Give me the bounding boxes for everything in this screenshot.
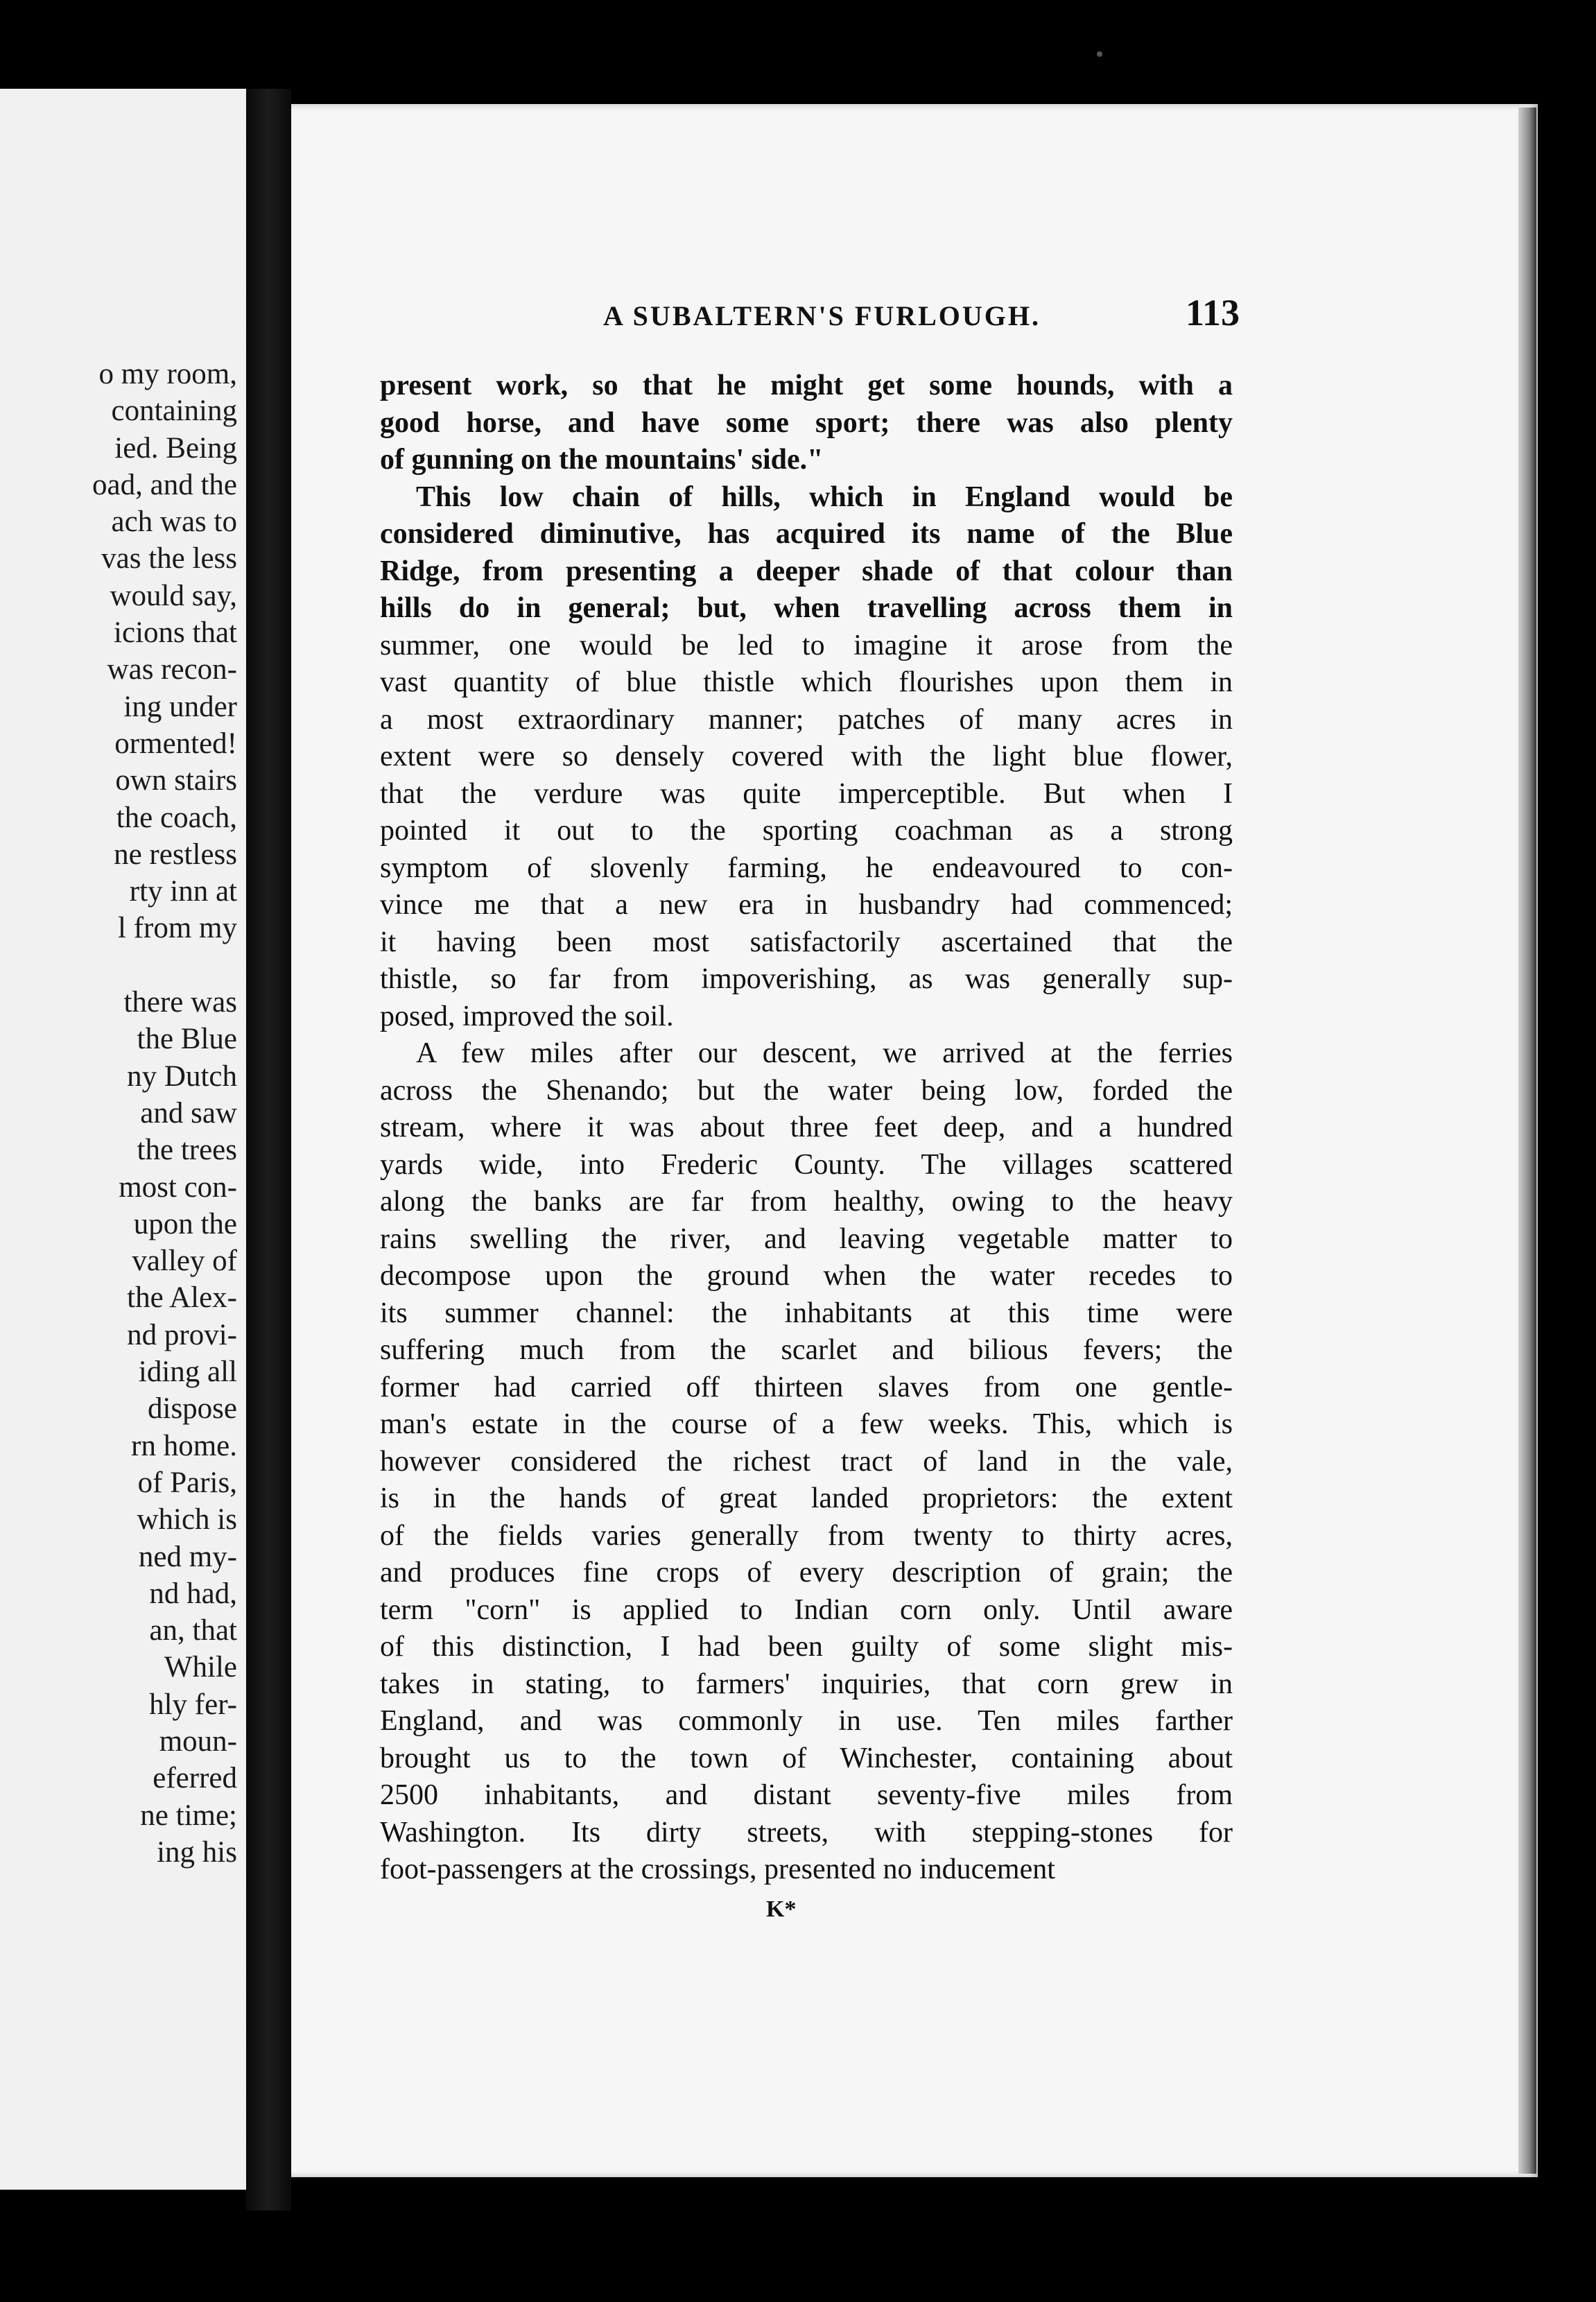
- page-edge: [1518, 107, 1536, 2174]
- text-line: thistle, so far from impoverishing, as was generally sup-: [380, 963, 1233, 995]
- left-page-line: While: [164, 1651, 237, 1684]
- text-line: England, and was commonly in use. Ten miles farther: [380, 1705, 1233, 1737]
- left-page-line: iding all: [138, 1356, 237, 1389]
- text-line: brought us to the town of Winchester, containing about: [380, 1742, 1233, 1774]
- text-line: present work, so that he might get some hounds, with a: [380, 370, 1233, 401]
- dust-speck: [1097, 51, 1102, 57]
- left-page-line: which is: [137, 1503, 237, 1537]
- book-gutter: [246, 89, 291, 2210]
- left-page: [0, 89, 249, 2190]
- text-line: term "corn" is applied to Indian corn only. Until aware: [380, 1593, 1233, 1626]
- left-page-line: and saw: [140, 1096, 237, 1130]
- text-line: pointed it out to the sporting coachman as a strong: [380, 815, 1233, 847]
- left-page-line: ny Dutch: [127, 1059, 237, 1093]
- left-page-line: rty inn at: [129, 875, 237, 908]
- left-page-line: ormented!: [114, 727, 237, 760]
- text-line: yards wide, into Frederic County. The villages scattered: [380, 1148, 1233, 1181]
- text-line: extent were so densely covered with the light blue flower,: [380, 741, 1233, 772]
- left-page-line: valley of: [132, 1245, 237, 1278]
- text-line: vince me that a new era in husbandry had commenced;: [380, 889, 1233, 921]
- left-page-line: ach was to: [111, 505, 237, 539]
- text-line: takes in stating, to farmers' inquiries, that corn grew in: [380, 1668, 1233, 1700]
- text-line: across the Shenando; but the water being low, forded the: [380, 1074, 1233, 1107]
- text-line: of this distinction, I had been guilty of some slight mis-: [380, 1631, 1233, 1663]
- text-line: posed, improved the soil.: [380, 1000, 674, 1032]
- text-line: This low chain of hills, which in England would be: [416, 481, 1233, 513]
- text-line: and produces fine crops of every description of grain; the: [380, 1557, 1233, 1589]
- text-line: decompose upon the ground when the water recedes to: [380, 1260, 1233, 1292]
- left-page-line: the trees: [137, 1134, 237, 1167]
- left-page-line: vas the less: [101, 542, 237, 576]
- left-page-line: hly fer-: [149, 1688, 237, 1721]
- text-line: stream, where it was about three feet deep, and a hundred: [380, 1111, 1233, 1143]
- left-page-line: ing under: [123, 690, 237, 723]
- left-page-line: oad, and the: [92, 468, 237, 501]
- text-line: Washington. Its dirty streets, with stepping-stones for: [380, 1816, 1233, 1849]
- left-page-line: ne time;: [140, 1799, 237, 1832]
- text-line: that the verdure was quite imperceptible. But when I: [380, 777, 1233, 810]
- left-page-line: ne restless: [114, 838, 237, 871]
- left-page-line: an, that: [149, 1614, 237, 1647]
- left-page-line: nd had,: [149, 1577, 237, 1610]
- text-line: however considered the richest tract of land in the vale,: [380, 1445, 1233, 1478]
- left-page-line: [0, 947, 246, 984]
- left-page-line: upon the: [133, 1207, 237, 1240]
- text-line: 2500 inhabitants, and distant seventy-five miles from: [380, 1779, 1233, 1811]
- text-line: A few miles after our descent, we arrived at the ferries: [416, 1037, 1233, 1069]
- text-line: man's estate in the course of a few weeks. This, which is: [380, 1408, 1233, 1440]
- left-page-line: ied. Being: [114, 431, 237, 465]
- left-page-text: [0, 356, 246, 1871]
- text-line: hills do in general; but, when travelling across them in: [380, 592, 1233, 624]
- left-page-line: rn home.: [131, 1429, 237, 1462]
- left-page-line: would say,: [110, 579, 237, 612]
- text-line: of the fields varies generally from twenty to thirty acres,: [380, 1519, 1233, 1552]
- left-page-line: o my room,: [98, 358, 237, 390]
- left-page-line: the Blue: [137, 1023, 237, 1056]
- left-page-line: the Alex-: [127, 1281, 237, 1315]
- text-line: Ridge, from presenting a deeper shade of that colour than: [380, 555, 1233, 587]
- text-line: rains swelling the river, and leaving vegetable matter to: [380, 1222, 1233, 1255]
- left-page-line: eferred: [153, 1762, 237, 1795]
- text-line: suffering much from the scarlet and bilious fevers; the: [380, 1334, 1233, 1366]
- left-page-line: the coach,: [116, 801, 237, 834]
- text-line: summer, one would be led to imagine it arose from the: [380, 629, 1233, 661]
- left-page-line: moun-: [159, 1724, 237, 1758]
- text-line: it having been most satisfactorily ascertained that the: [380, 926, 1233, 958]
- text-line: its summer channel: the inhabitants at this time were: [380, 1297, 1233, 1329]
- left-page-line: ned my-: [138, 1540, 237, 1573]
- text-line: vast quantity of blue thistle which flourishes upon them in: [380, 666, 1233, 698]
- left-page-line: own stairs: [115, 764, 237, 797]
- running-head: A SUBALTERN'S FURLOUGH.: [603, 300, 1041, 331]
- left-page-line: nd provi-: [127, 1318, 237, 1351]
- text-line: symptom of slovenly farming, he endeavoured to con-: [380, 851, 1233, 884]
- text-line: a most extraordinary manner; patches of many acres in: [380, 703, 1233, 736]
- left-page-line: dispose: [148, 1392, 237, 1426]
- left-page-line: most con-: [119, 1170, 237, 1204]
- left-page-line: icions that: [114, 616, 237, 650]
- text-line: considered diminutive, has acquired its name of the Blue: [380, 518, 1233, 550]
- left-page-line: of Paris,: [137, 1466, 237, 1499]
- left-page-line: ing his: [157, 1835, 237, 1869]
- text-line: of gunning on the mountains' side.": [380, 444, 824, 476]
- left-page-line: containing: [111, 395, 237, 428]
- left-page-line: l from my: [118, 912, 237, 945]
- text-line: former had carried off thirteen slaves from one gentle-: [380, 1371, 1233, 1403]
- body-text: [380, 367, 1233, 1889]
- left-page-line: there was: [123, 986, 237, 1019]
- page-number: 113: [1185, 292, 1240, 334]
- signature-mark: K*: [766, 1896, 797, 1922]
- text-line: is in the hands of great landed proprietors: the extent: [380, 1482, 1233, 1514]
- text-line: good horse, and have some sport; there was also plenty: [380, 406, 1233, 439]
- text-line: foot-passengers at the crossings, presented no inducement: [380, 1853, 1055, 1885]
- left-page-line: was recon-: [107, 653, 237, 686]
- text-line: along the banks are far from healthy, owing to the heavy: [380, 1186, 1233, 1218]
